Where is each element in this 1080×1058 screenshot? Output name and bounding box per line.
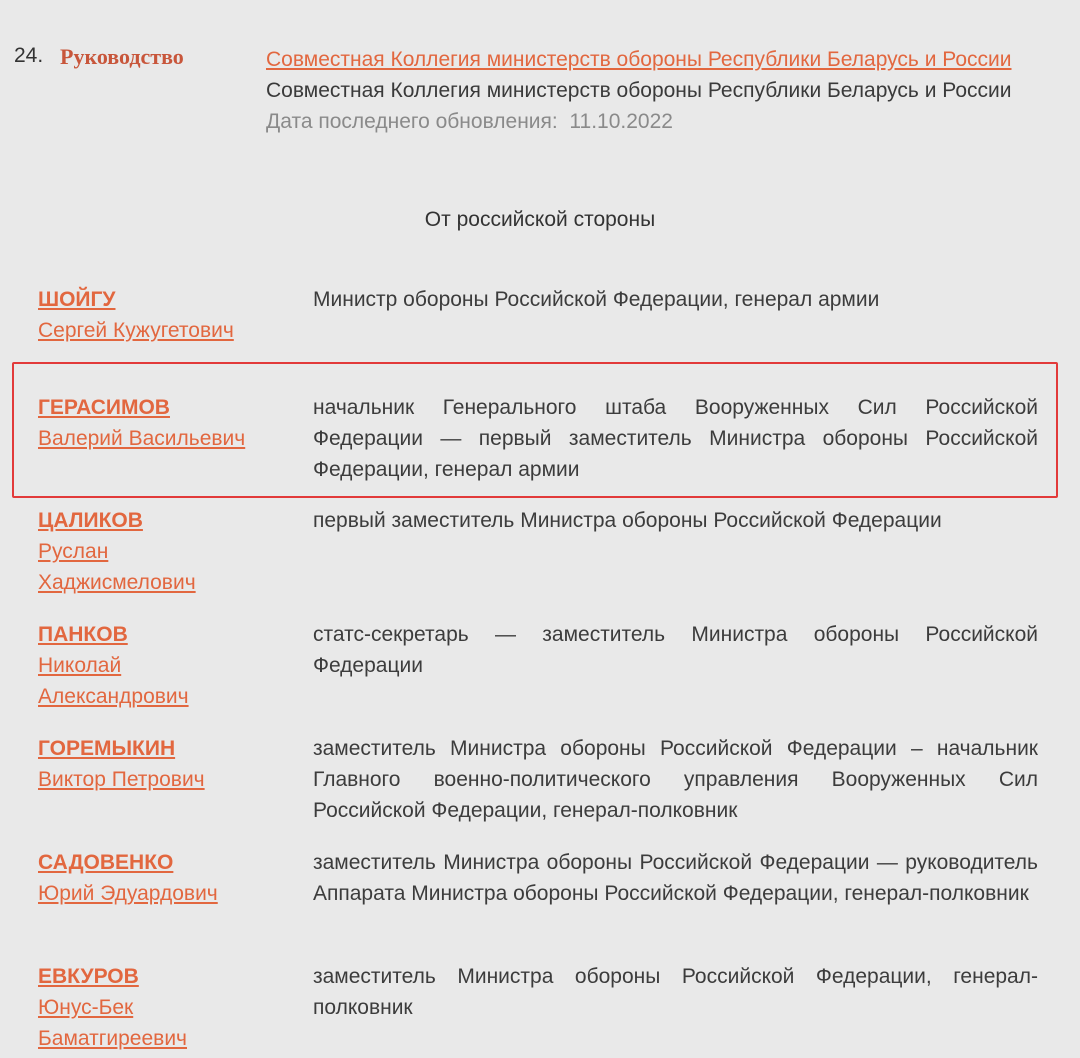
person-position: заместитель Министра обороны Российской Федерации, генерал-полковник: [313, 965, 1038, 1019]
person-surname-link[interactable]: САДОВЕНКО: [38, 851, 174, 874]
person-given-name-link[interactable]: Валерий Васильевич: [38, 427, 246, 450]
person-surname-link[interactable]: ПАНКОВ: [38, 623, 128, 646]
header-block: [266, 44, 1036, 137]
person-name: [38, 847, 288, 909]
person-name: [38, 284, 288, 346]
person-surname-link[interactable]: ГЕРАСИМОВ: [38, 396, 170, 419]
section-title: Руководство: [60, 44, 184, 69]
collegium-description: Совместная Коллегия министерств обороны Республики Беларусь и России: [266, 79, 1012, 102]
person-given-name-link[interactable]: Юнус-Бек Баматгиреевич: [38, 996, 187, 1050]
updated-label: Дата последнего обновления:: [266, 110, 558, 133]
section-number: 24.: [14, 44, 44, 67]
person-surname-link[interactable]: ЦАЛИКОВ: [38, 509, 143, 532]
person-surname-link[interactable]: ЕВКУРОВ: [38, 965, 139, 988]
person-position: статс-секретарь — заместитель Министра обороны Российской Федерации: [313, 623, 1038, 677]
person-surname-link[interactable]: ГОРЕМЫКИН: [38, 737, 176, 760]
person-name: [38, 505, 238, 598]
person-position: первый заместитель Министра обороны Российской Федерации: [313, 509, 942, 532]
collegium-link[interactable]: Совместная Коллегия министерств обороны Республики Беларусь и России: [266, 48, 1012, 71]
person-name: [38, 961, 238, 1054]
person-position: Министр обороны Российской Федерации, генерал армии: [313, 288, 880, 311]
person-name: [38, 619, 238, 712]
side-title: От российской стороны: [424, 208, 656, 231]
person-given-name-link[interactable]: Николай Александрович: [38, 654, 189, 708]
person-given-name-link[interactable]: Виктор Петрович: [38, 768, 205, 791]
person-surname-link[interactable]: ШОЙГУ: [38, 288, 116, 311]
person-position: заместитель Министра обороны Российской Федерации — руководитель Аппарата Министра обороны Российской Федерации, генерал-полковник: [313, 851, 1038, 905]
person-name: [38, 392, 288, 454]
person-given-name-link[interactable]: Руслан Хаджисмелович: [38, 540, 196, 594]
person-name: [38, 733, 288, 795]
person-given-name-link[interactable]: Сергей Кужугетович: [38, 319, 234, 342]
person-given-name-link[interactable]: Юрий Эдуардович: [38, 882, 218, 905]
updated-date: 11.10.2022: [569, 110, 673, 133]
person-position: заместитель Министра обороны Российской Федерации – начальник Главного военно-политического управления Вооруженных Сил Российской Федерации, генерал-полковник: [313, 737, 1038, 822]
person-position: начальник Генерального штаба Вооруженных Сил Российской Федерации — первый заместитель Министра обороны Российской Федерации, генерал армии: [313, 396, 1038, 481]
